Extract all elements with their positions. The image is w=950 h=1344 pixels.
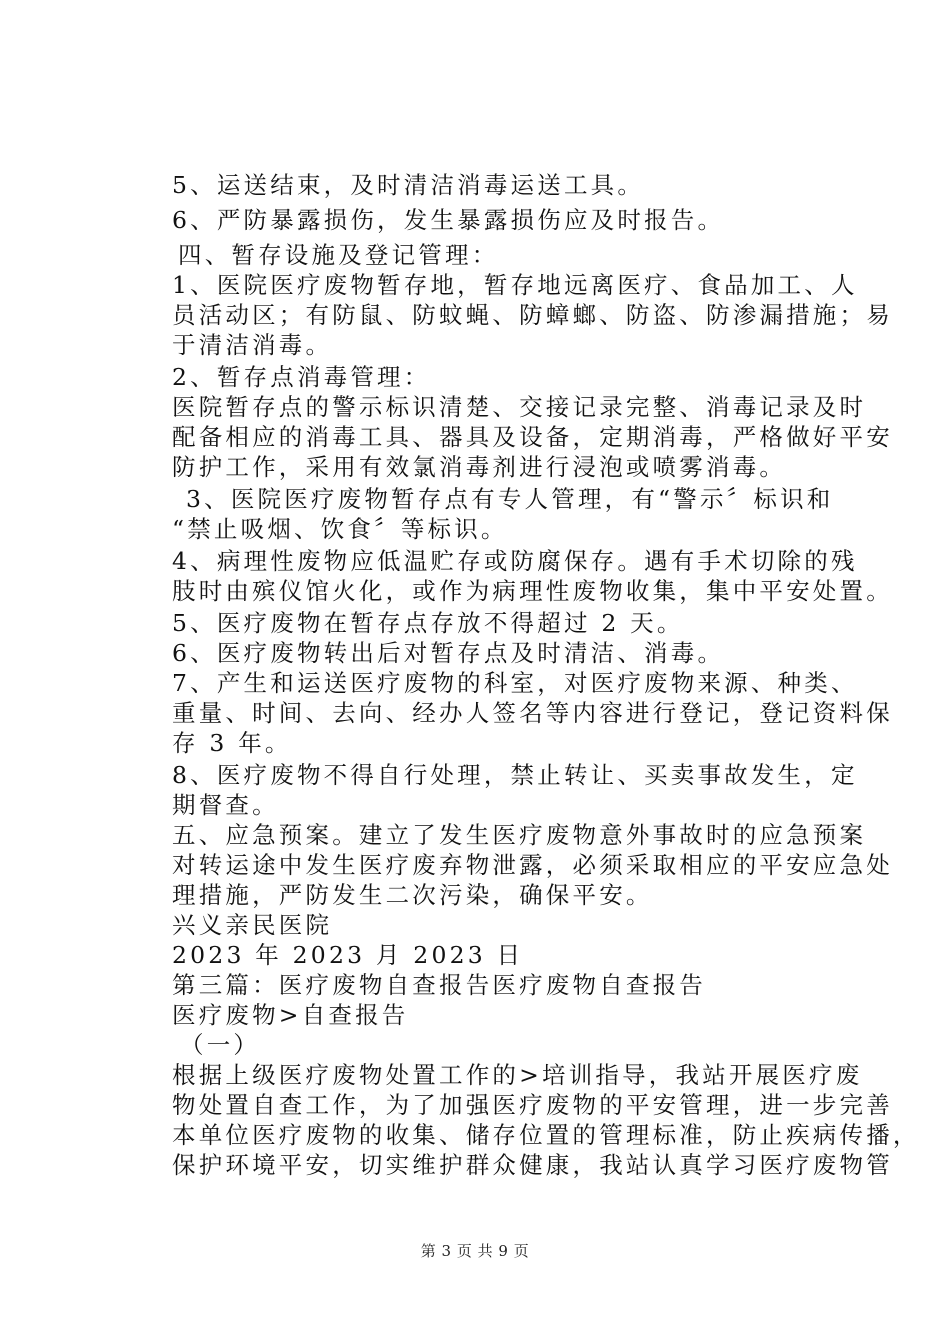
paragraph-line: 保护环境平安，切实维护群众健康，我站认真学习医疗废物管 xyxy=(172,1151,893,1179)
paragraph-line: 医院暂存点的警示标识清楚、交接记录完整、消毒记录及时 xyxy=(172,393,867,421)
report-title: 医疗废物>自查报告 xyxy=(172,1001,409,1029)
paragraph-line: 重量、时间、去向、经办人签名等内容进行登记，登记资料保 xyxy=(172,699,893,727)
paragraph-line: 五、应急预案。建立了发生医疗废物意外事故时的应急预案 xyxy=(172,821,867,849)
paragraph-line: 员活动区；有防鼠、防蚊蝇、防蟑螂、防盗、防渗漏措施；易 xyxy=(172,301,893,329)
chapter-heading: 第三篇：医疗废物自查报告医疗废物自查报告 xyxy=(172,971,706,999)
paragraph-line: 配备相应的消毒工具、器具及设备，定期消毒，严格做好平安 xyxy=(172,423,893,451)
paragraph-line: 物处置自查工作，为了加强医疗废物的平安管理，进一步完善 xyxy=(172,1091,893,1119)
page-number-footer: 第 3 页 共 9 页 xyxy=(420,1242,530,1260)
paragraph-line: “禁止吸烟、饮食〞等标识。 xyxy=(172,515,508,543)
paragraph-line: 1、医院医疗废物暂存地，暂存地远离医疗、食品加工、人 xyxy=(172,271,858,299)
paragraph-line: 2、暂存点消毒管理： xyxy=(172,363,431,391)
paragraph-line: 5、运送结束，及时清洁消毒运送工具。 xyxy=(172,171,645,199)
paragraph-line: 期督查。 xyxy=(172,791,279,819)
paragraph-line: 根据上级医疗废物处置工作的>培训指导，我站开展医疗废 xyxy=(172,1061,863,1089)
paragraph-line: 8、医疗废物不得自行处理，禁止转让、买卖事故发生，定 xyxy=(172,761,858,789)
paragraph-line: 4、病理性废物应低温贮存或防腐保存。遇有手术切除的残 xyxy=(172,547,858,575)
paragraph-line: 理措施，严防发生二次污染，确保平安。 xyxy=(172,881,653,909)
paragraph-line: 6、医疗废物转出后对暂存点及时清洁、消毒。 xyxy=(172,639,725,667)
paragraph-line: 存 3 年。 xyxy=(172,729,292,757)
paragraph-line: 肢时由殡仪馆火化，或作为病理性废物收集，集中平安处置。 xyxy=(172,577,893,605)
signature-date: 2023 年 2023 月 2023 日 xyxy=(172,941,524,969)
paragraph-line: 于清洁消毒。 xyxy=(172,331,333,359)
paragraph-line: 3、医院医疗废物暂存点有专人管理，有“警示〞标识和 xyxy=(186,485,834,513)
section-number: （一） xyxy=(180,1031,261,1059)
paragraph-line: 6、严防暴露损伤，发生暴露损伤应及时报告。 xyxy=(172,206,725,234)
section-heading: 四、暂存设施及登记管理： xyxy=(178,241,499,269)
paragraph-line: 对转运途中发生医疗废弃物泄露，必须采取相应的平安应急处 xyxy=(172,851,893,879)
paragraph-line: 7、产生和运送医疗废物的科室，对医疗废物来源、种类、 xyxy=(172,669,858,697)
signature-organization: 兴义亲民医院 xyxy=(172,911,333,939)
paragraph-line: 5、医疗废物在暂存点存放不得超过 2 天。 xyxy=(172,609,684,637)
paragraph-line: 防护工作，采用有效氯消毒剂进行浸泡或喷雾消毒。 xyxy=(172,453,787,481)
paragraph-line: 本单位医疗废物的收集、储存位置的管理标准，防止疾病传播， xyxy=(172,1121,920,1149)
